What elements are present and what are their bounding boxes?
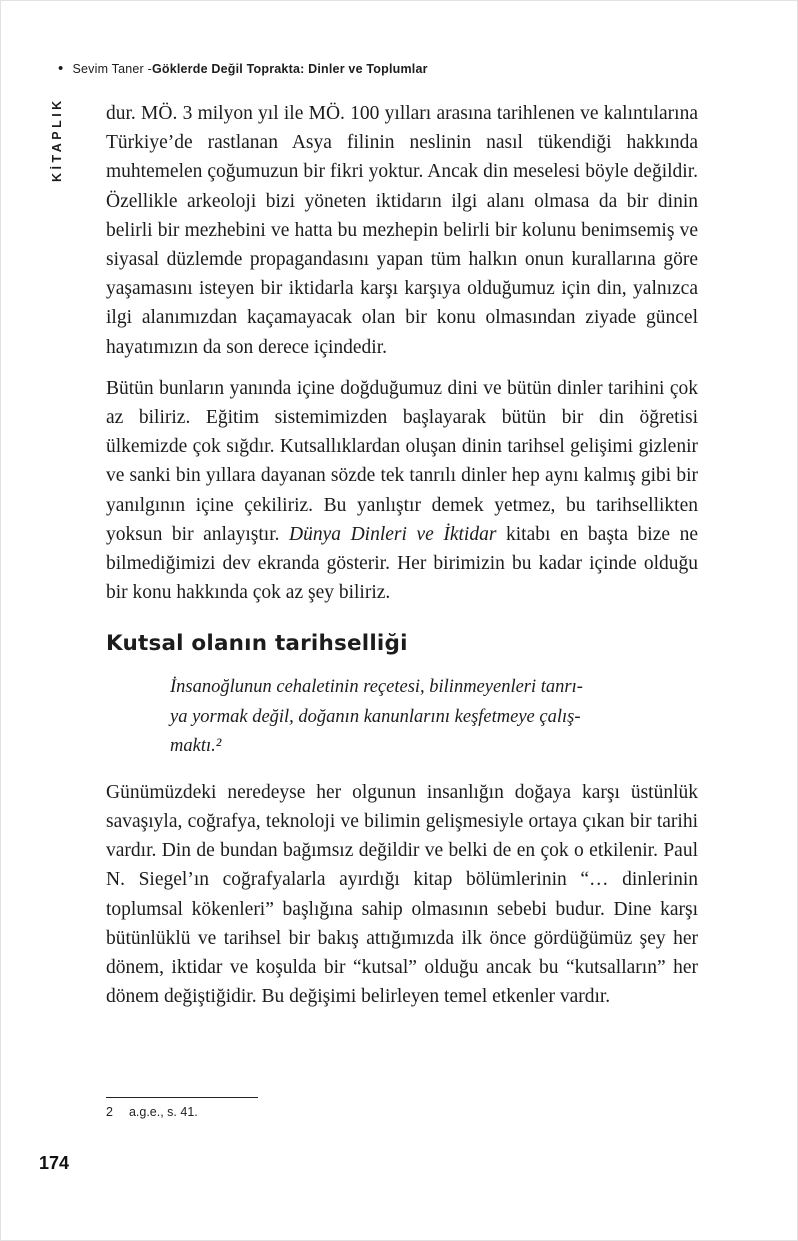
header-book-title: Göklerde Değil Toprakta: Dinler ve Toplumlar: [151, 61, 428, 76]
header-bullet-icon: •: [58, 60, 64, 77]
footnote: [106, 1105, 698, 1119]
section-heading: Kutsal olanın tarihselliği: [106, 631, 408, 657]
footnote-text: a.g.e., s. 41.: [128, 1105, 198, 1119]
footnote-rule: [106, 1097, 258, 1098]
footnote-number: 2: [106, 1105, 113, 1119]
paragraph-3: Günümüzdeki neredeyse her olgunun insanlığın doğaya karşı üstünlük savaşıyla, coğrafya, teknoloji ve bilimin gelişmesiyle ortaya çıkan bir tarihi vardır. Din de bundan bağımsız değildir ve belki de en çok o etkilenir. Paul N. Siegel’ın coğrafyalarla ayırdığı kitap bölümlerinin “… dinlerinin toplumsal kökenleri” başlığına sahip olmasının sebebi budur. Dine karşı bütünlüklü ve tarihsel bir bakış attığımızda ilk önce gördüğümüz şey her dönem, iktidar ve koşulda bir “kutsal” olduğu ancak bu “kutsalların” her dönem değiştiğidir. Bu değişimi belirleyen temel etkenler vardır.: [106, 781, 698, 1008]
page-body: [106, 99, 698, 1011]
header-author: Sevim Taner -: [72, 61, 152, 76]
footnote-area: [106, 1097, 698, 1119]
spine-label: KİTAPLIK: [50, 97, 64, 182]
paragraph-2: Bütün bunların yanında içine doğduğumuz dini ve bütün dinler tarihini çok az biliriz. Eğitim sistemimizden başlayarak bütün bir din öğretisi ülkemizde çok sığdır. Kutsallıklardan oluşan dinin tarihsel gelişimi gizlenir ve sanki bin yıllara dayanan sözde tek tanrılı dinler hep aynı kalmış gibi bir yanılgının içine çekiliriz. Bu yanlıştır demek yetmez, bu tarihsellikten yoksun bir anlayıştır. Dünya Dinleri ve İktidar kitabı en başta bize ne bilmediğimizi dev ekranda gösterir. Her birimizin bu kadar içinde olduğu bir konu hakkında çok az şey biliriz.: [106, 377, 698, 604]
running-header: [58, 61, 428, 76]
paragraph-1: dur. MÖ. 3 milyon yıl ile MÖ. 100 yılları arasına tarihlenen ve kalıntılarına Türkiye’de rastlanan Asya filinin neslinin nasıl tükendiği hakkında muhtemelen çoğumuzun bir fikri yoktur. Ancak din meselesi böyle değildir. Özellikle arkeoloji bizi yöneten iktidarın ilgi alanı olmasa da bir dinin belirli bir mezhebini ve hatta bu mezhepin belirli bir kolunu benimsemiş ve siyasal düzlemde propagandasını yapan tüm halkın onun kurallarına göre yaşamasını isteyen bir iktidarla karşı karşıya olduğumuz için din, yalnızca ilgi alanımızdan kaçamayacak olan bir konu olmasından ziyade güncel hayatımızın da son derece içindedir.: [106, 103, 698, 358]
page-number: 174: [39, 1153, 70, 1173]
block-quote: İnsanoğlunun cehaletinin reçetesi, bilinmeyenleri tanrı- ya yormak değil, doğanın kanunlarını keşfetmeye çalış- maktı.²: [170, 677, 583, 757]
